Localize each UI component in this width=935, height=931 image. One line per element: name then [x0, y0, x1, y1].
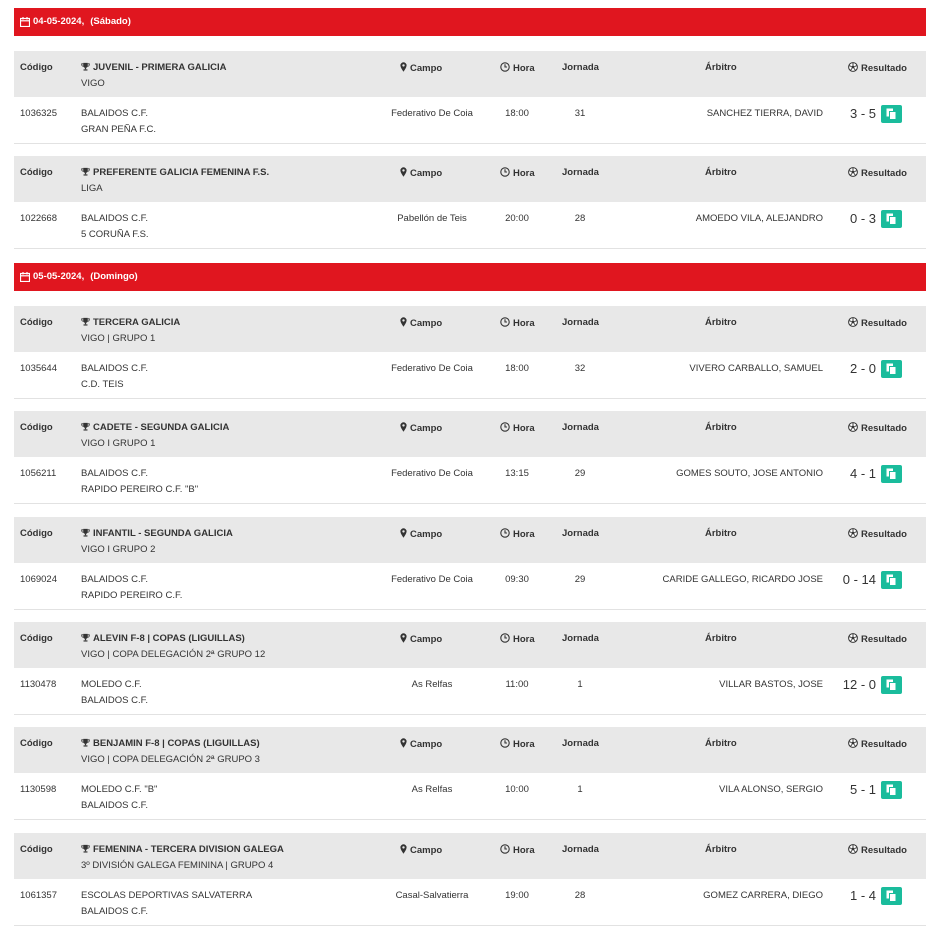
- match-round: 29: [574, 574, 586, 585]
- header-campo-label: Campo: [410, 845, 443, 856]
- competition-title: [81, 633, 245, 644]
- match-time: 20:00: [505, 213, 529, 224]
- competition-group: LIGA: [81, 183, 103, 194]
- clock-icon: [500, 633, 510, 643]
- match-round: 28: [574, 890, 586, 901]
- home-team: BALAIDOS C.F.: [81, 363, 149, 374]
- home-team: BALAIDOS C.F.: [81, 108, 149, 119]
- match-score: 0 - 3: [849, 211, 876, 226]
- header-campo: [400, 317, 442, 329]
- trophy-icon: [81, 62, 90, 71]
- match-card: [14, 833, 926, 926]
- match-code: 1022668: [20, 213, 57, 224]
- match-row: [14, 97, 926, 144]
- match-time: 19:00: [505, 890, 529, 901]
- copy-result-button[interactable]: [881, 571, 902, 589]
- match-header-row: [14, 51, 926, 97]
- away-team: RAPIDO PEREIRO C.F.: [81, 590, 183, 601]
- home-team: BALAIDOS C.F.: [81, 574, 149, 585]
- header-codigo: Código: [20, 167, 53, 178]
- competition-name: FEMENINA - TERCERA DIVISION GALEGA: [93, 844, 284, 855]
- header-resultado-label: Resultado: [861, 423, 907, 434]
- map-marker-icon: [400, 317, 407, 327]
- match-referee: VIVERO CARBALLO, SAMUEL: [689, 363, 823, 374]
- map-marker-icon: [400, 844, 407, 854]
- match-card: [14, 622, 926, 715]
- soccer-ball-icon: [848, 633, 858, 643]
- match-score: 4 - 1: [849, 466, 876, 481]
- soccer-ball-icon: [848, 738, 858, 748]
- soccer-ball-icon: [848, 528, 858, 538]
- clock-icon: [500, 738, 510, 748]
- match-score: 0 - 14: [842, 572, 876, 587]
- competition-title: [81, 62, 227, 73]
- copy-icon: [886, 890, 897, 902]
- header-arbitro: Árbitro: [705, 528, 737, 539]
- away-team: BALAIDOS C.F.: [81, 695, 149, 706]
- header-codigo: Código: [20, 633, 53, 644]
- match-referee: VILA ALONSO, SERGIO: [718, 784, 823, 795]
- match-field: Federativo De Coia: [391, 468, 473, 479]
- home-team: BALAIDOS C.F.: [81, 213, 149, 224]
- header-codigo: Código: [20, 738, 53, 749]
- match-round: 1: [577, 679, 583, 690]
- match-field: Federativo De Coia: [391, 363, 473, 374]
- header-arbitro: Árbitro: [705, 167, 737, 178]
- away-team: BALAIDOS C.F.: [81, 800, 149, 811]
- header-campo: [400, 167, 442, 179]
- trophy-icon: [81, 317, 90, 326]
- clock-icon: [500, 167, 510, 177]
- competition-group: VIGO | COPA DELEGACIÓN 2ª GRUPO 12: [81, 649, 266, 660]
- competition-group: VIGO I GRUPO 1: [81, 438, 156, 449]
- header-campo-label: Campo: [410, 168, 443, 179]
- clock-icon: [500, 528, 510, 538]
- home-team: MOLEDO C.F. "B": [81, 784, 158, 795]
- match-row: [14, 352, 926, 399]
- match-time: 09:30: [505, 574, 529, 585]
- copy-icon: [886, 679, 897, 691]
- header-jornada: Jornada: [562, 738, 599, 749]
- soccer-ball-icon: [848, 167, 858, 177]
- header-arbitro: Árbitro: [705, 633, 737, 644]
- match-header-row: [14, 156, 926, 202]
- match-round: 29: [574, 468, 586, 479]
- match-field: Casal-Salvatierra: [395, 890, 469, 901]
- header-arbitro: Árbitro: [705, 738, 737, 749]
- match-row: [14, 202, 926, 249]
- header-jornada: Jornada: [562, 167, 599, 178]
- competition-name: INFANTIL - SEGUNDA GALICIA: [93, 528, 233, 539]
- match-code: 1069024: [20, 574, 57, 585]
- competition-name: PREFERENTE GALICIA FEMENINA F.S.: [93, 167, 270, 178]
- match-row: [14, 563, 926, 610]
- header-campo: [400, 528, 442, 540]
- header-campo: [400, 62, 442, 74]
- match-header-row: [14, 306, 926, 352]
- match-time: 18:00: [505, 108, 529, 119]
- header-arbitro: Árbitro: [705, 422, 737, 433]
- header-campo: [400, 633, 442, 645]
- header-resultado: [848, 528, 907, 540]
- match-row: [14, 668, 926, 715]
- copy-result-button[interactable]: [881, 465, 902, 483]
- header-resultado-label: Resultado: [861, 318, 907, 329]
- copy-icon: [886, 468, 897, 480]
- match-referee: GOMEZ CARRERA, DIEGO: [703, 890, 823, 901]
- competition-name: TERCERA GALICIA: [93, 317, 181, 328]
- header-codigo: Código: [20, 317, 53, 328]
- match-card: [14, 306, 926, 399]
- match-row: [14, 457, 926, 504]
- copy-result-button[interactable]: [881, 105, 902, 123]
- match-row: [14, 773, 926, 820]
- header-resultado: [848, 317, 907, 329]
- header-jornada: Jornada: [562, 528, 599, 539]
- map-marker-icon: [400, 62, 407, 72]
- competition-group: VIGO: [81, 78, 105, 89]
- away-team: BALAIDOS C.F.: [81, 906, 149, 917]
- match-code: 1130478: [20, 679, 57, 690]
- match-header-row: [14, 517, 926, 563]
- match-round: 31: [574, 108, 586, 119]
- copy-icon: [886, 363, 897, 375]
- day-header-label: [20, 271, 138, 282]
- match-referee: SANCHEZ TIERRA, DAVID: [706, 108, 823, 119]
- match-header-row: [14, 622, 926, 668]
- soccer-ball-icon: [848, 62, 858, 72]
- match-weekday: (Sábado): [90, 16, 131, 27]
- header-arbitro: Árbitro: [705, 317, 737, 328]
- match-time: 10:00: [505, 784, 529, 795]
- map-marker-icon: [400, 738, 407, 748]
- competition-title: [81, 738, 260, 749]
- match-weekday: (Domingo): [90, 271, 138, 282]
- day-header-label: [20, 16, 131, 27]
- header-resultado-label: Resultado: [861, 63, 907, 74]
- match-card: [14, 517, 926, 610]
- match-date: 04-05-2024,: [33, 16, 85, 27]
- match-field: Federativo De Coia: [391, 108, 473, 119]
- header-resultado: [848, 62, 907, 74]
- clock-icon: [500, 62, 510, 72]
- header-jornada: Jornada: [562, 844, 599, 855]
- trophy-icon: [81, 528, 90, 537]
- map-marker-icon: [400, 422, 407, 432]
- header-resultado-label: Resultado: [861, 529, 907, 540]
- match-referee: GOMES SOUTO, JOSE ANTONIO: [676, 468, 823, 479]
- match-round: 32: [574, 363, 586, 374]
- match-field: As Relfas: [411, 679, 453, 690]
- copy-result-button[interactable]: [881, 887, 902, 905]
- home-team: BALAIDOS C.F.: [81, 468, 149, 479]
- match-code: 1036325: [20, 108, 57, 119]
- header-campo: [400, 422, 442, 434]
- header-campo-label: Campo: [410, 529, 443, 540]
- match-referee: CARIDE GALLEGO, RICARDO JOSE: [662, 574, 823, 585]
- header-arbitro: Árbitro: [705, 844, 737, 855]
- match-code: 1056211: [20, 468, 57, 479]
- map-marker-icon: [400, 167, 407, 177]
- match-round: 1: [577, 784, 583, 795]
- header-codigo: Código: [20, 844, 53, 855]
- competition-name: CADETE - SEGUNDA GALICIA: [93, 422, 230, 433]
- competition-group: VIGO | GRUPO 1: [81, 333, 156, 344]
- header-resultado: [848, 167, 907, 179]
- match-field: Pabellón de Teis: [397, 213, 467, 224]
- match-score: 3 - 5: [849, 106, 876, 121]
- match-time: 13:15: [505, 468, 529, 479]
- trophy-icon: [81, 844, 90, 853]
- competition-title: [81, 317, 180, 328]
- away-team: 5 CORUÑA F.S.: [81, 229, 149, 240]
- match-referee: VILLAR BASTOS, JOSE: [719, 679, 823, 690]
- header-hora-label: Hora: [513, 318, 535, 329]
- header-jornada: Jornada: [562, 62, 599, 73]
- header-resultado-label: Resultado: [861, 739, 907, 750]
- header-campo-label: Campo: [410, 63, 443, 74]
- match-row: [14, 879, 926, 926]
- soccer-ball-icon: [848, 422, 858, 432]
- match-referee: AMOEDO VILA, ALEJANDRO: [695, 213, 823, 224]
- header-campo-label: Campo: [410, 739, 443, 750]
- competition-name: ALEVIN F-8 | COPAS (LIGUILLAS): [93, 633, 245, 644]
- header-resultado: [848, 844, 907, 856]
- clock-icon: [500, 422, 510, 432]
- away-team: GRAN PEÑA F.C.: [81, 124, 156, 135]
- header-campo: [400, 844, 442, 856]
- header-hora-label: Hora: [513, 739, 535, 750]
- match-card: [14, 156, 926, 249]
- match-card: [14, 727, 926, 820]
- soccer-ball-icon: [848, 317, 858, 327]
- match-field: Federativo De Coia: [391, 574, 473, 585]
- away-team: C.D. TEIS: [81, 379, 124, 390]
- competition-name: JUVENIL - PRIMERA GALICIA: [93, 62, 227, 73]
- trophy-icon: [81, 167, 90, 176]
- header-campo-label: Campo: [410, 634, 443, 645]
- trophy-icon: [81, 633, 90, 642]
- header-hora-label: Hora: [513, 845, 535, 856]
- match-card: [14, 51, 926, 144]
- header-hora: [500, 528, 535, 540]
- match-code: 1130598: [20, 784, 57, 795]
- header-campo-label: Campo: [410, 423, 443, 434]
- home-team: ESCOLAS DEPORTIVAS SALVATERRA: [81, 890, 253, 901]
- trophy-icon: [81, 738, 90, 747]
- match-score: 2 - 0: [849, 361, 876, 376]
- header-resultado: [848, 422, 907, 434]
- copy-result-button[interactable]: [881, 676, 902, 694]
- header-hora: [500, 422, 535, 434]
- match-date: 05-05-2024,: [33, 271, 85, 282]
- header-hora-label: Hora: [513, 634, 535, 645]
- header-jornada: Jornada: [562, 633, 599, 644]
- match-field: As Relfas: [411, 784, 453, 795]
- clock-icon: [500, 844, 510, 854]
- header-resultado: [848, 633, 907, 645]
- calendar-icon: [20, 272, 30, 282]
- match-time: 18:00: [505, 363, 529, 374]
- header-codigo: Código: [20, 422, 53, 433]
- competition-name: BENJAMIN F-8 | COPAS (LIGUILLAS): [93, 738, 260, 749]
- copy-result-button[interactable]: [881, 210, 902, 228]
- header-hora-label: Hora: [513, 168, 535, 179]
- header-hora: [500, 633, 535, 645]
- header-jornada: Jornada: [562, 422, 599, 433]
- match-time: 11:00: [505, 679, 529, 690]
- competition-group: VIGO | COPA DELEGACIÓN 2ª GRUPO 3: [81, 754, 260, 765]
- competition-title: [81, 422, 229, 433]
- calendar-icon: [20, 17, 30, 27]
- header-resultado-label: Resultado: [861, 634, 907, 645]
- copy-result-button[interactable]: [881, 781, 902, 799]
- match-card: [14, 411, 926, 504]
- match-code: 1061357: [20, 890, 57, 901]
- match-header-row: [14, 411, 926, 457]
- header-hora-label: Hora: [513, 529, 535, 540]
- day-header: [14, 8, 926, 36]
- header-arbitro: Árbitro: [705, 62, 737, 73]
- away-team: RAPIDO PEREIRO C.F. "B": [81, 484, 199, 495]
- copy-icon: [886, 784, 897, 796]
- header-hora-label: Hora: [513, 63, 535, 74]
- header-campo: [400, 738, 442, 750]
- competition-title: [81, 528, 233, 539]
- match-round: 28: [574, 213, 586, 224]
- match-score: 1 - 4: [849, 888, 876, 903]
- copy-icon: [886, 213, 897, 225]
- competition-title: [81, 167, 269, 178]
- header-hora-label: Hora: [513, 423, 535, 434]
- header-resultado: [848, 738, 907, 750]
- match-header-row: [14, 833, 926, 879]
- match-code: 1035644: [20, 363, 57, 374]
- copy-icon: [886, 574, 897, 586]
- clock-icon: [500, 317, 510, 327]
- copy-icon: [886, 108, 897, 120]
- day-header: [14, 263, 926, 291]
- header-hora: [500, 62, 535, 74]
- match-score: 5 - 1: [849, 782, 876, 797]
- header-codigo: Código: [20, 62, 53, 73]
- map-marker-icon: [400, 633, 407, 643]
- header-hora: [500, 738, 535, 750]
- home-team: MOLEDO C.F.: [81, 679, 142, 690]
- competition-group: VIGO I GRUPO 2: [81, 544, 156, 555]
- trophy-icon: [81, 422, 90, 431]
- header-resultado-label: Resultado: [861, 168, 907, 179]
- header-jornada: Jornada: [562, 317, 599, 328]
- header-hora: [500, 844, 535, 856]
- competition-group: 3º DIVISIÓN GALEGA FEMININA | GRUPO 4: [81, 860, 274, 871]
- header-hora: [500, 317, 535, 329]
- soccer-ball-icon: [848, 844, 858, 854]
- header-hora: [500, 167, 535, 179]
- header-resultado-label: Resultado: [861, 845, 907, 856]
- header-codigo: Código: [20, 528, 53, 539]
- header-campo-label: Campo: [410, 318, 443, 329]
- map-marker-icon: [400, 528, 407, 538]
- copy-result-button[interactable]: [881, 360, 902, 378]
- competition-title: [81, 844, 284, 855]
- match-score: 12 - 0: [842, 677, 876, 692]
- match-header-row: [14, 727, 926, 773]
